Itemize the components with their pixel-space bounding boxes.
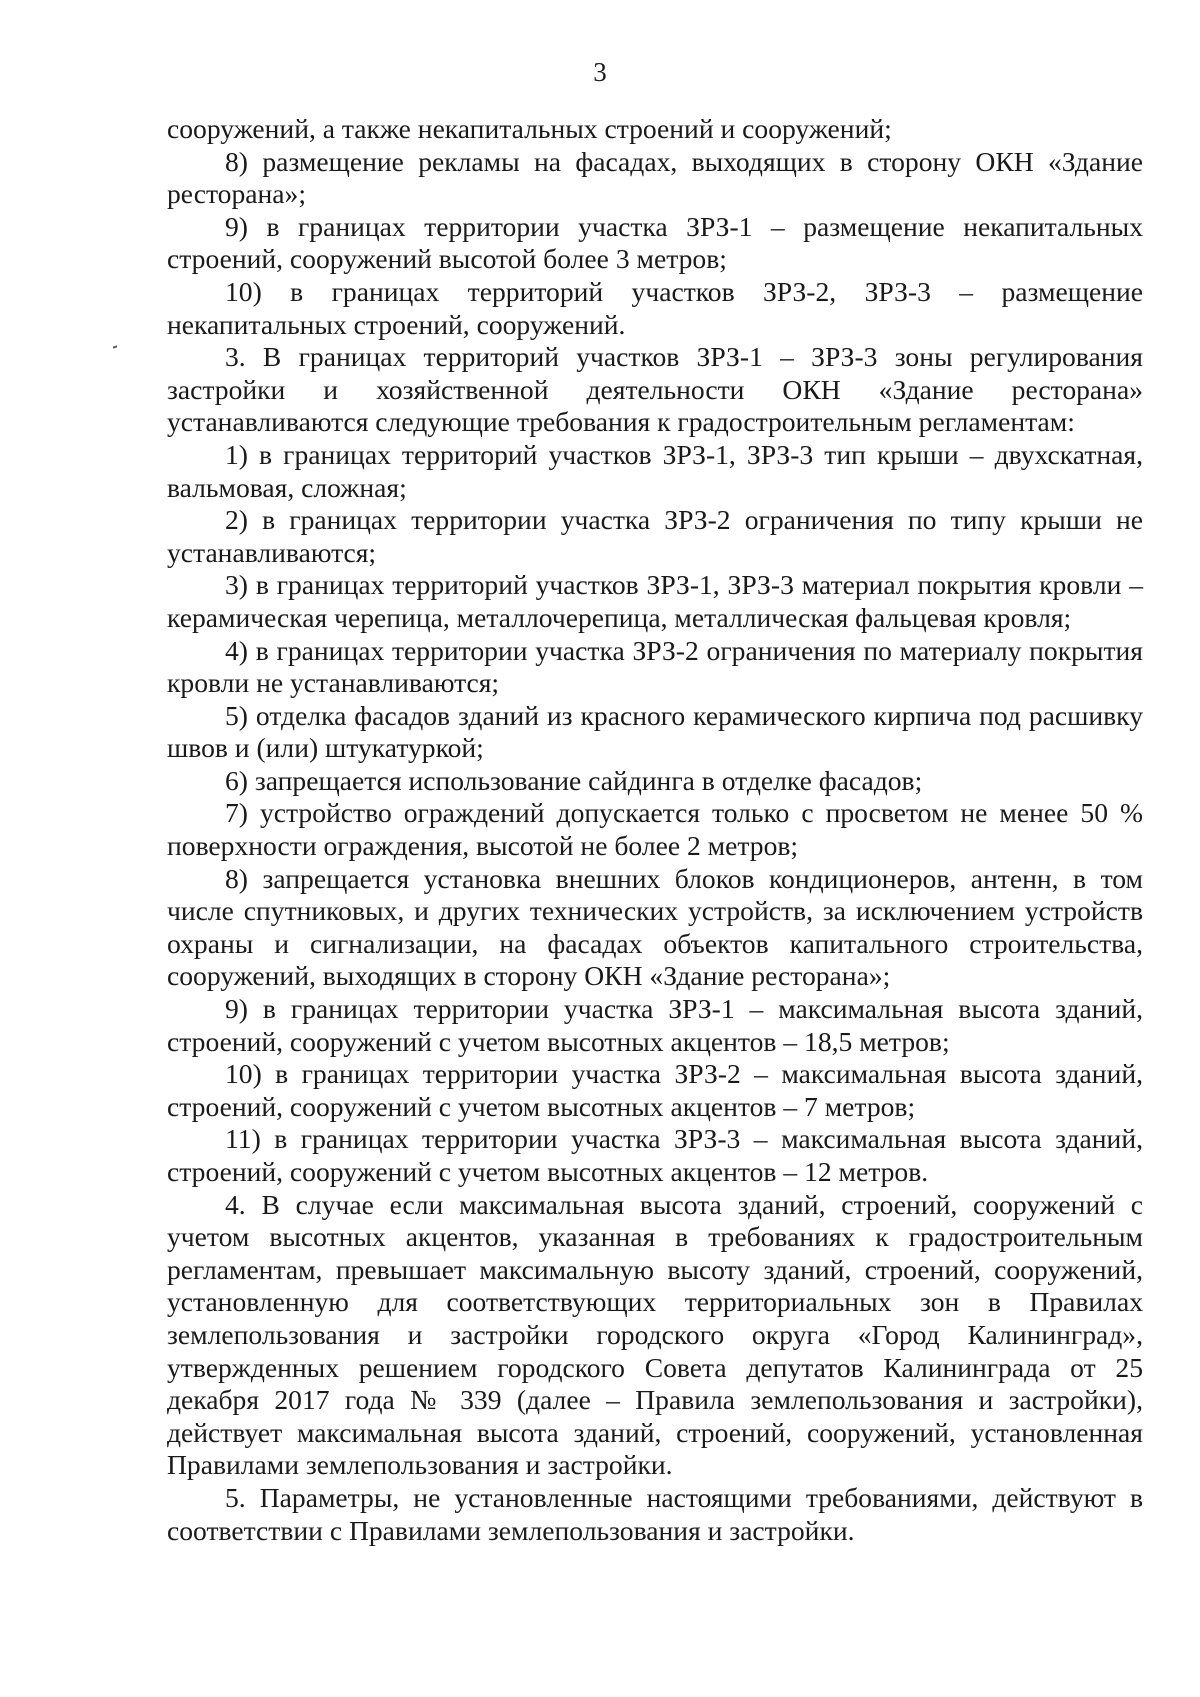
section-4-max-height: 4. В случае если максимальная высота зданий, строений, сооружений с учетом высотных акцентов, указанная в требованиях к градостроительным регламентам, превышает максимальную высоту зданий, строений, сооружений, установленную для соответствующих территориальных зон в Правилах землепользования и застройки городского округа «Город Калининград», утвержденных решением городского Совета депутатов Калининграда от 25 декабря 2017 года № 339 (далее – Правила землепользования и застройки), действует максимальная высота зданий, строений, сооружений, установленная Правилами землепользования и застройки. [167,1188,1143,1481]
list-item-10-zrz2-zrz3-temporary: 10) в границах территорий участков ЗРЗ-2, ЗРЗ-3 – размещение некапитальных строений, сооружений. [167,275,1143,340]
paragraph-continuation: сооружений, а также некапитальных строений и сооружений; [167,113,892,144]
requirement-1-roof-type: 1) в границах территорий участков ЗРЗ-1, ЗРЗ-3 тип крыши – двухскатная, вальмовая, сложная; [167,438,1143,503]
page-number: 3 [593,57,607,87]
list-item-9-zrz1-temporary: 9) в границах территории участка ЗРЗ-1 – размещение некапитальных строений, сооружений высотой более 3 метров; [167,210,1143,275]
scan-mark [113,345,117,348]
requirement-11-height-zrz3: 11) в границах территории участка ЗРЗ-3 – максимальная высота зданий, строений, сооружений с учетом высотных акцентов – 12 метров. [167,1123,1143,1187]
requirement-4-roof-material-zrz2: 4) в границах территории участка ЗРЗ-2 ограничения по материалу покрытия кровли не устанавливаются; [167,634,1143,699]
requirement-2-roof-type-zrz2: 2) в границах территории участка ЗРЗ-2 ограничения по типу крыши не устанавливаются; [167,504,1143,568]
requirement-7-fences: 7) устройство ограждений допускается только с просветом не менее 50 % поверхности ограждения, высотой не более 2 метров; [167,797,1143,862]
requirement-10-height-zrz2: 10) в границах территории участка ЗРЗ-2 – максимальная высота зданий, строений, сооружений с учетом высотных акцентов – 7 метров; [167,1058,1143,1122]
document-body [167,113,1143,1547]
requirement-3-roof-material: 3) в границах территорий участков ЗРЗ-1, ЗРЗ-3 материал покрытия кровли – керамическая черепица, металлочерепица, металлическая фальцевая кровля; [167,569,1143,633]
requirement-5-facade-finish: 5) отделка фасадов зданий из красного керамического кирпича под расшивку швов и (или) штукатуркой; [167,699,1143,764]
list-item-8-advertising: 8) размещение рекламы на фасадах, выходящих в сторону ОКН «Здание ресторана»; [167,145,1143,210]
section-3-requirements: 3. В границах территорий участков ЗРЗ-1 – ЗРЗ-3 зоны регулирования застройки и хозяйственной деятельности ОКН «Здание ресторана» устанавливаются следующие требования к градостроительным регламентам: [167,341,1143,438]
requirement-9-height-zrz1: 9) в границах территории участка ЗРЗ-1 – максимальная высота зданий, строений, сооружений с учетом высотных акцентов – 18,5 метров; [167,993,1143,1057]
section-5-parameters: 5. Параметры, не установленные настоящими требованиями, действуют в соответствии с Правилами землепользования и застройки. [167,1481,1143,1546]
requirement-8-external-units: 8) запрещается установка внешних блоков кондиционеров, антенн, в том числе спутниковых, и других технических устройств, за исключением устройств охраны и сигнализации, на фасадах объектов капитального строительства, сооружений, выходящих в сторону ОКН «Здание ресторана»; [167,862,1143,992]
requirement-6-siding: 6) запрещается использование сайдинга в отделке фасадов; [225,764,923,796]
